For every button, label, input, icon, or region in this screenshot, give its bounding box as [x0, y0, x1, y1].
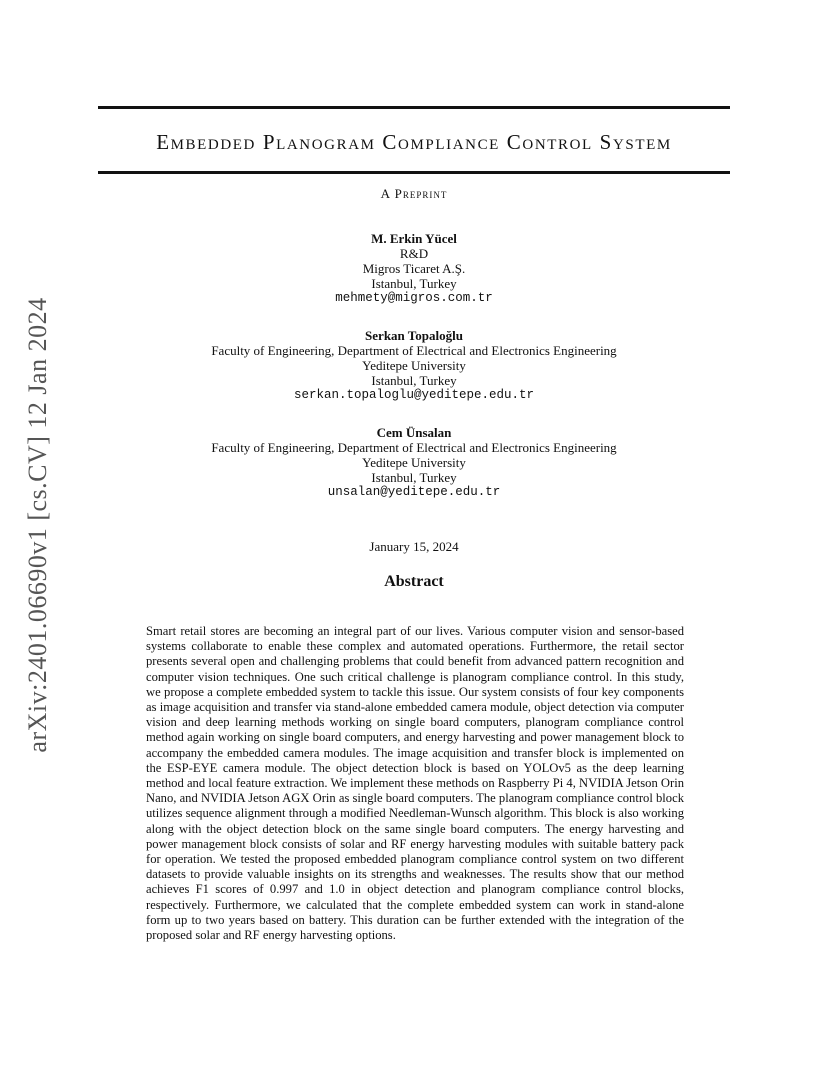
author-affiliation: Istanbul, Turkey — [371, 373, 457, 388]
author-block — [0, 231, 828, 306]
author-affiliation: Migros Ticaret A.Ş. — [362, 261, 466, 276]
author-name: Serkan Topaloğlu — [365, 328, 463, 343]
author-email: serkan.topaloglu@yeditepe.edu.tr — [293, 388, 535, 402]
author-email: unsalan@yeditepe.edu.tr — [327, 485, 501, 499]
arxiv-identifier: arXiv:2401.06690v1 [cs.CV] 12 Jan 2024 — [23, 297, 52, 753]
title-rule-top — [98, 106, 730, 109]
author-affiliation: Faculty of Engineering, Department of Electrical and Electronics Engineering — [211, 343, 617, 358]
author-affiliation: R&D — [399, 246, 429, 261]
abstract-body: Smart retail stores are becoming an integral part of our lives. Various computer vision and sensor-based systems collaborate to enable these complex and automated operations. Furthermore, the retail sector presents several open and challenging problems that could benefit from advanced pattern recognition and computer vision techniques. One such critical challenge is planogram compliance control. In this study, we propose a complete embedded system to tackle this issue. Our system consists of four key components as image acquisition and transfer via stand-alone embedded camera module, object detection via computer vision and deep learning methods working on single board computers, planogram compliance control method again working on single board computers, and energy harvesting and power management block to accompany the embedded camera modules. The image acquisition and transfer block is implemented on the ESP-EYE camera module. The object detection block is based on YOLOv5 as the deep learning method and local feature extraction. We implement these methods on Raspberry Pi 4, NVIDIA Jetson Orin Nano, and NVIDIA Jetson AGX Orin as single board computers. The planogram compliance control block utilizes sequence alignment through a modified Needleman-Wunsch algorithm. This block is also working along with the object detection block on the same single board computers. The energy harvesting and power management block consists of solar and RF energy harvesting modules with suitable battery pack for operation. We tested the proposed embedded planogram compliance control system on two different datasets to provide valuable insights on its strengths and weaknesses. The results show that our method achieves F1 scores of 0.997 and 1.0 in object detection and planogram compliance control blocks, respectively. Furthermore, we calculated that the complete embedded system can work in stand-alone form up to two years based on battery. This duration can be further extended with the integration of the proposed solar and RF energy harvesting options. — [146, 624, 684, 943]
author-affiliation: Yeditepe University — [362, 358, 466, 373]
author-name: M. Erkin Yücel — [371, 231, 457, 246]
author-name: Cem Ünsalan — [376, 425, 452, 440]
author-block — [0, 328, 828, 403]
author-affiliation: Yeditepe University — [362, 455, 466, 470]
author-affiliation: Istanbul, Turkey — [371, 470, 457, 485]
paper-title: Embedded Planogram Compliance Control System — [156, 130, 672, 154]
preprint-label: A Preprint — [380, 186, 448, 201]
author-affiliation: Faculty of Engineering, Department of Electrical and Electronics Engineering — [211, 440, 617, 455]
abstract-heading: Abstract — [384, 573, 444, 590]
author-email: mehmety@migros.com.tr — [335, 291, 493, 305]
author-block — [0, 425, 828, 500]
title-rule-bottom — [98, 171, 730, 174]
author-affiliation: Istanbul, Turkey — [371, 276, 457, 291]
publication-date: January 15, 2024 — [369, 539, 459, 554]
